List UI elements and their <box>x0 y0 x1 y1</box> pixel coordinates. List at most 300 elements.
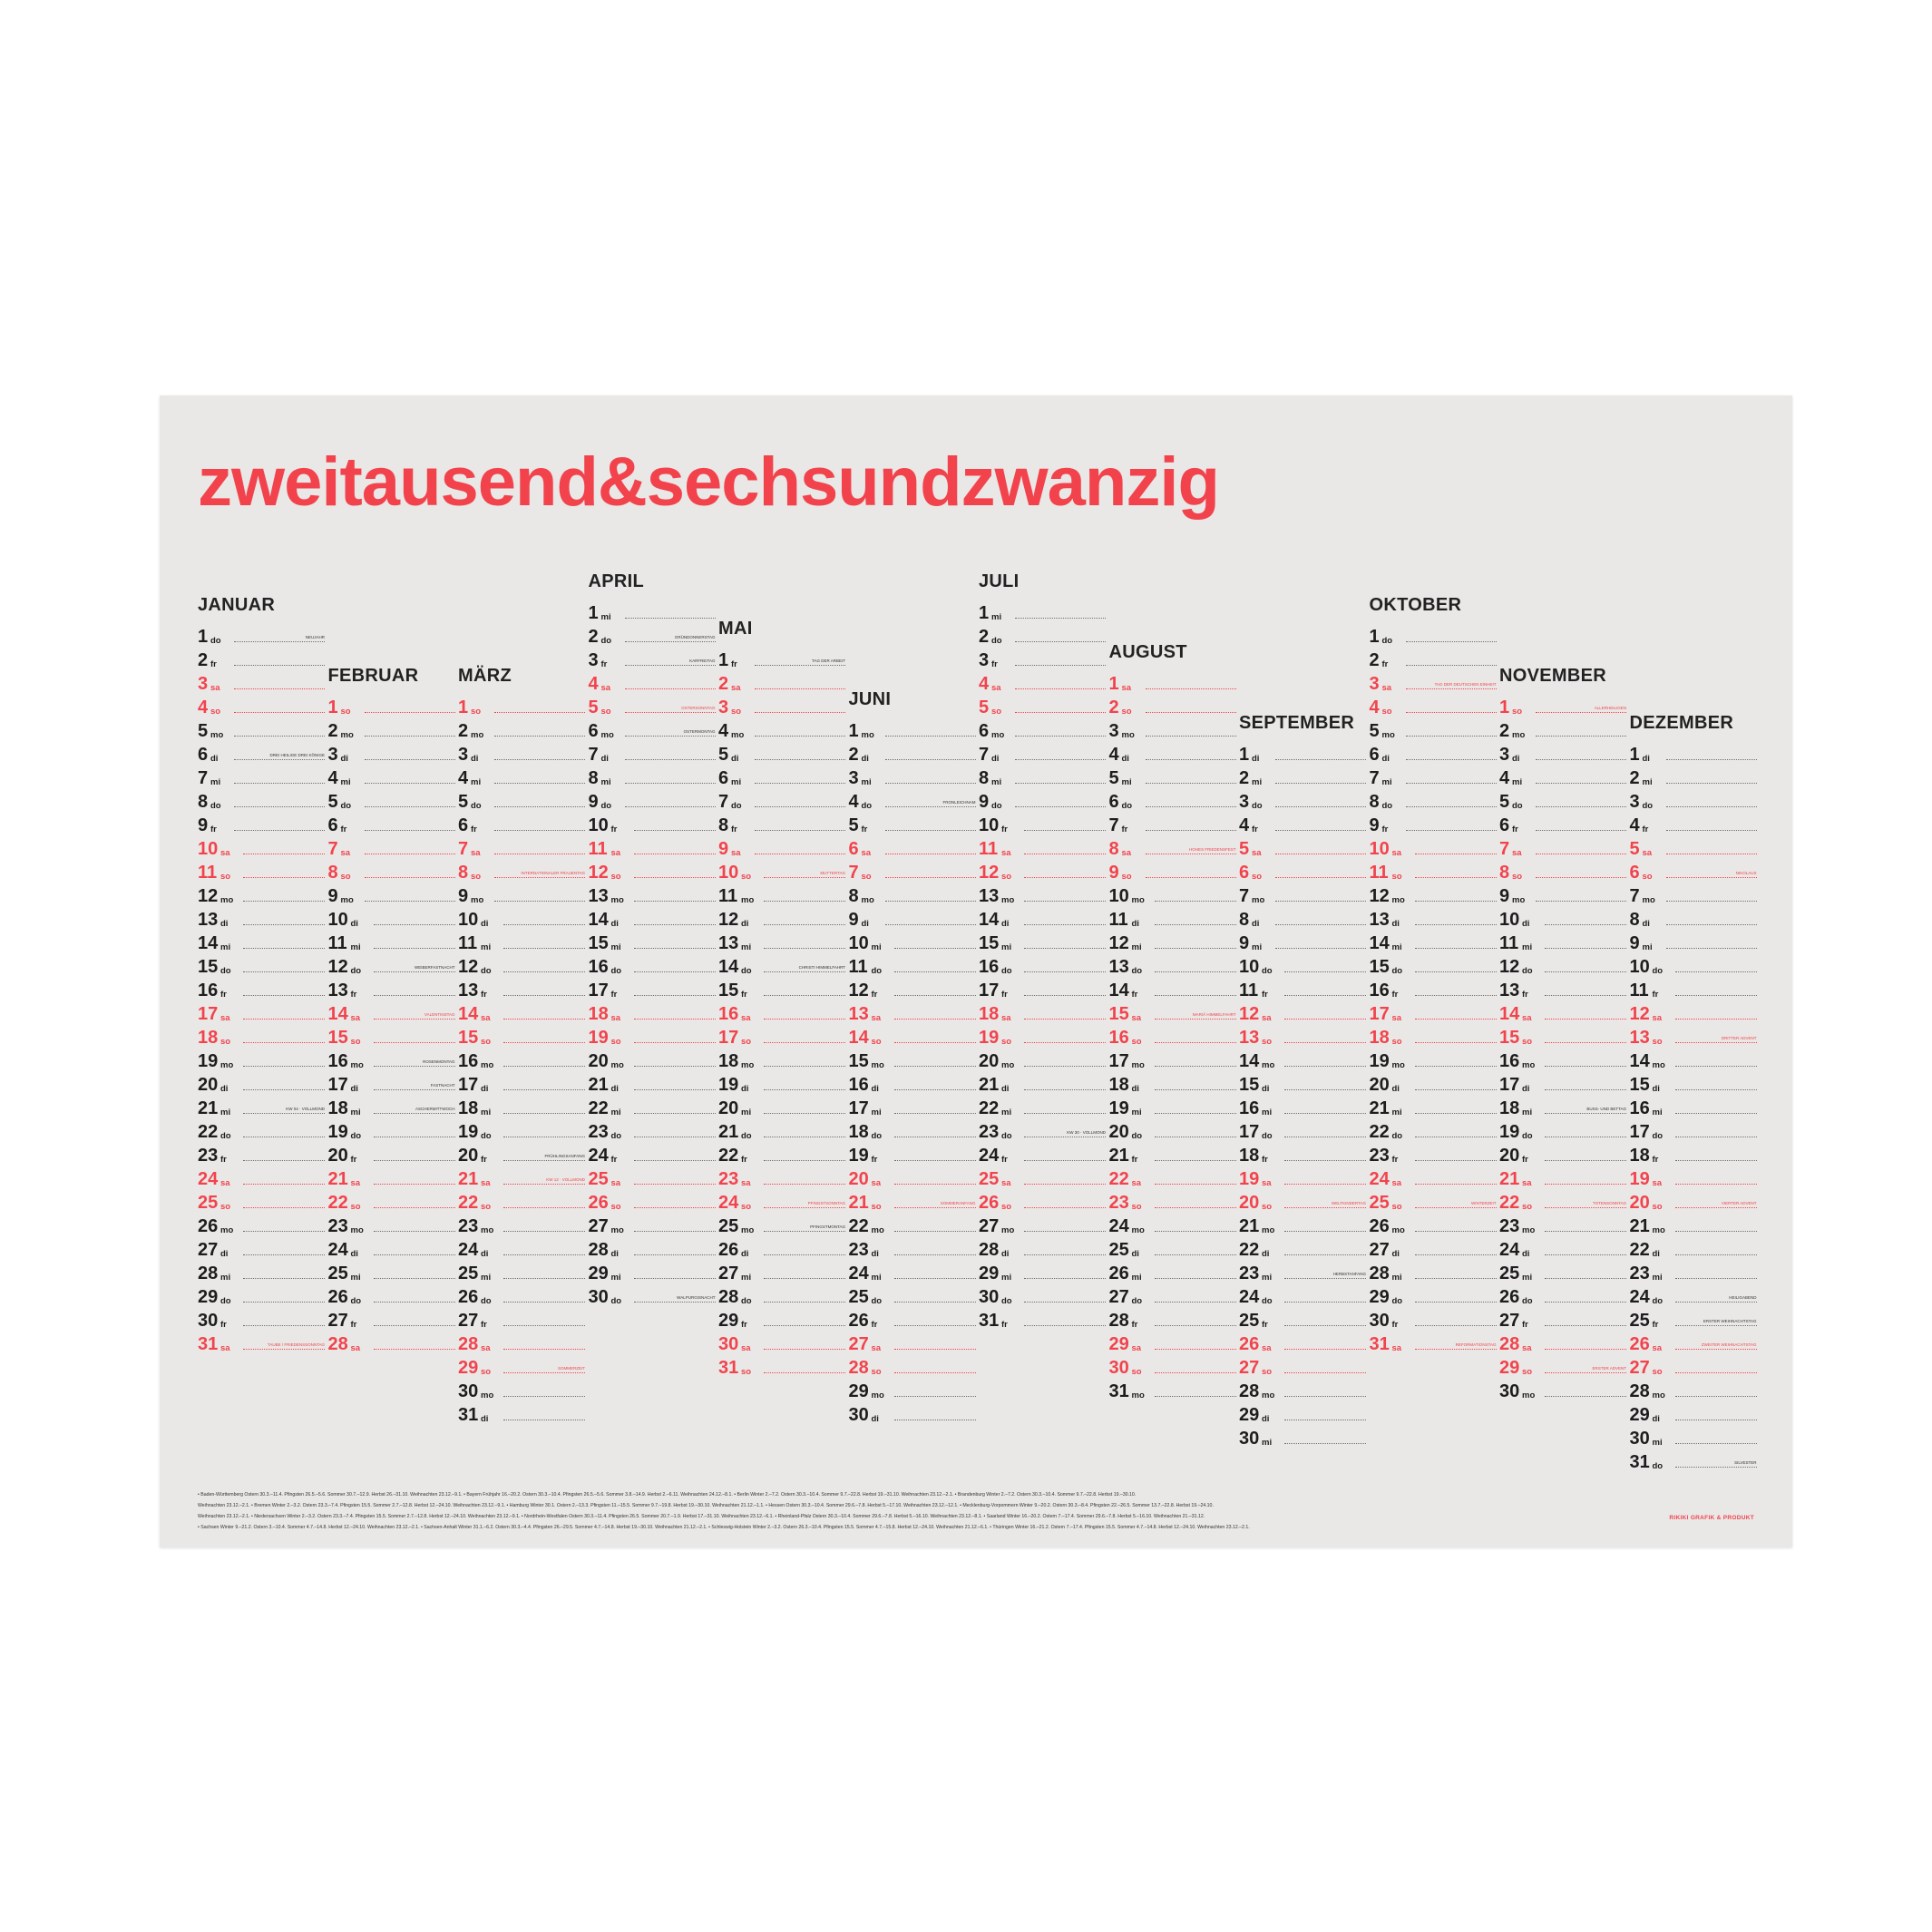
day-row <box>1499 1284 1626 1308</box>
writing-line <box>1155 1396 1236 1397</box>
day-row <box>1630 931 1757 954</box>
writing-line <box>243 1160 325 1161</box>
weekday-abbr: fr <box>991 659 998 669</box>
day-row <box>1370 836 1497 860</box>
day-number: 6 <box>979 721 990 741</box>
day-number: 12 <box>979 863 1000 883</box>
weekday-abbr: do <box>1391 1130 1403 1141</box>
writing-line <box>885 759 976 760</box>
day-number: 15 <box>198 957 219 977</box>
writing-line <box>503 1066 585 1067</box>
day-row <box>718 718 845 742</box>
weekday-abbr: mo <box>1131 1390 1145 1400</box>
day-number: 27 <box>1499 1311 1520 1331</box>
writing-line <box>243 1113 325 1114</box>
day-row <box>198 1332 325 1355</box>
weekday-abbr: di <box>1391 1248 1400 1259</box>
weekday-abbr: sa <box>1131 1177 1142 1188</box>
day-row <box>1239 789 1366 813</box>
day-row <box>328 1190 455 1214</box>
weekday-abbr: sa <box>610 847 621 858</box>
day-row <box>1630 907 1757 931</box>
day-number: 3 <box>198 674 209 694</box>
writing-line <box>764 1042 845 1043</box>
day-row <box>1239 954 1366 978</box>
weekday-abbr: mo <box>481 1225 494 1235</box>
day-number: 27 <box>1239 1358 1260 1378</box>
day-number: 14 <box>458 1004 479 1024</box>
holiday-label: WELTKINDERTAG <box>1331 1200 1366 1205</box>
weekday-abbr: so <box>1381 706 1392 717</box>
day-number: 21 <box>458 1169 479 1189</box>
day-row <box>1499 1379 1626 1402</box>
weekday-abbr: mi <box>1121 776 1132 787</box>
day-row <box>458 718 585 742</box>
day-row <box>1499 1049 1626 1072</box>
weekday-abbr: di <box>1262 1083 1270 1094</box>
weekday-abbr: mi <box>1642 776 1653 787</box>
weekday-abbr: di <box>741 1248 749 1259</box>
weekday-abbr: mo <box>1512 729 1526 740</box>
weekday-abbr: sa <box>1262 1012 1272 1023</box>
day-number: 7 <box>1499 839 1510 859</box>
weekday-abbr: so <box>471 871 482 882</box>
weekday-abbr: mi <box>481 1107 492 1117</box>
writing-line <box>1024 1160 1106 1161</box>
day-row <box>1109 907 1236 931</box>
writing-line <box>1146 877 1236 878</box>
day-row <box>458 1072 585 1096</box>
weekday-abbr: sa <box>741 1342 751 1353</box>
writing-line <box>1284 1278 1366 1279</box>
weekday-abbr: do <box>1522 1295 1533 1306</box>
day-number: 13 <box>588 886 609 906</box>
footer-line: • Baden-Württemberg Ostern 30.3.–11.4. Pfingsten 26.5.–5.6. Sommer 30.7.–12.9. Herbst 26.–31.10. Weihnachten 23.12.–9.1. • Bayern Frühjahr 16.–20.2. Ostern 30.3.–10.4. Pfingsten 26.5.–5.6. Sommer 3.8.–14.9. Herbst 2.–6.11. Weihnachten 24.12.–8.1. • Berlin Winter 2.–7.2. Ostern 30.3.–10.4. Sommer 9.7.–22.8. Herbst 19.–31.10. Weihnachten 23.12.–2.1. • Brandenburg Winter 2.–7.2. Ostern 30.3.–10.4. Sommer 9.7.–22.8. Herbst 19.–30.10. <box>198 1492 1137 1498</box>
day-row <box>589 813 716 836</box>
weekday-abbr: di <box>1652 1083 1660 1094</box>
day-row <box>198 1049 325 1072</box>
writing-line <box>1675 1231 1757 1232</box>
weekday-abbr: di <box>861 753 869 764</box>
weekday-abbr: mo <box>350 1225 364 1235</box>
writing-line <box>365 736 455 737</box>
writing-line <box>1155 971 1236 972</box>
writing-line <box>1146 806 1236 807</box>
day-row <box>198 1261 325 1284</box>
writing-line <box>1024 1184 1106 1185</box>
day-number: 20 <box>198 1075 219 1095</box>
weekday-abbr: sa <box>220 1177 230 1188</box>
day-number: 17 <box>588 981 609 1000</box>
day-number: 30 <box>1108 1358 1129 1378</box>
weekday-abbr: do <box>1652 1130 1664 1141</box>
day-number: 6 <box>588 721 599 741</box>
day-row <box>328 931 455 954</box>
weekday-abbr: so <box>481 1201 492 1212</box>
holiday-label: PFINGSTMONTAG <box>810 1224 845 1229</box>
day-number: 20 <box>588 1051 609 1071</box>
day-number: 18 <box>588 1004 609 1024</box>
weekday-abbr: mi <box>1001 1107 1012 1117</box>
day-row <box>979 624 1106 648</box>
weekday-abbr: sa <box>220 1012 230 1023</box>
writing-line <box>234 830 325 831</box>
day-row <box>849 1402 976 1426</box>
writing-line <box>1146 688 1236 689</box>
day-number: 9 <box>1239 933 1250 953</box>
day-row <box>1499 1025 1626 1049</box>
writing-line <box>634 1184 716 1185</box>
day-number: 5 <box>1239 839 1250 859</box>
day-row <box>1499 836 1626 860</box>
weekday-abbr: so <box>610 1036 621 1047</box>
day-number: 1 <box>1108 674 1119 694</box>
writing-line <box>634 1160 716 1161</box>
day-row <box>1370 624 1497 648</box>
day-number: 13 <box>718 933 739 953</box>
day-number: 27 <box>718 1264 739 1283</box>
writing-line <box>1545 995 1626 996</box>
day-number: 2 <box>588 627 599 647</box>
day-row <box>1109 1072 1236 1096</box>
day-row <box>718 1237 845 1261</box>
weekday-abbr: so <box>1121 706 1132 717</box>
day-row <box>1499 1072 1626 1096</box>
footer-line: Weihnachten 23.12.–2.1. • Niedersachsen Winter 2.–3.2. Ostern 23.3.–7.4. Pfingsten 15.5. Sommer 2.7.–12.8. Herbst 12.–24.10. Weihnachten 23.12.–9.1. • Nordrhein-Westfalen Ostern 30.3.–11.4. Pfingsten 26.5. Sommer 20.7.–1.9. Herbst 17.–31.10. Weihnachten 23.12.–6.1. • Rheinland-Pfalz Ostern 30.3.–10.4. Sommer 29.6.–7.8. Herbst 5.–16.10. Weihnachten 23.12.–8.1. • Saarland Winter 16.–20.2. Ostern 7.–17.4. Sommer 29.6.–7.8. Herbst 5.–16.10. Weihnachten 21.–31.12. <box>198 1514 1205 1519</box>
weekday-abbr: di <box>220 918 229 929</box>
weekday-abbr: so <box>1522 1201 1533 1212</box>
day-number: 7 <box>458 839 469 859</box>
writing-line <box>1024 1019 1106 1020</box>
holiday-label: BUSS- UND BETTAG <box>1586 1106 1626 1111</box>
writing-line <box>1146 759 1236 760</box>
day-number: 25 <box>1239 1311 1260 1331</box>
day-number: 30 <box>1239 1429 1260 1449</box>
weekday-abbr: sa <box>220 1342 230 1353</box>
weekday-abbr: fr <box>1652 989 1659 1000</box>
day-number: 6 <box>1499 815 1510 835</box>
holiday-label: INTERNATIONALER FRAUENTAG <box>521 870 585 875</box>
writing-line <box>1545 1325 1626 1326</box>
day-row <box>979 1119 1106 1143</box>
day-number: 8 <box>1108 839 1119 859</box>
weekday-abbr: do <box>220 1130 231 1141</box>
day-row <box>1239 978 1366 1001</box>
writing-line <box>1015 712 1106 713</box>
day-number: 28 <box>588 1240 609 1260</box>
weekday-abbr: mi <box>1642 942 1653 952</box>
writing-line <box>1545 1349 1626 1350</box>
weekday-abbr: do <box>610 965 622 976</box>
writing-line <box>1415 1325 1497 1326</box>
weekday-abbr: do <box>1001 1130 1012 1141</box>
day-number: 2 <box>1369 650 1380 670</box>
weekday-abbr: mo <box>610 894 624 905</box>
weekday-abbr: sa <box>1121 682 1132 693</box>
day-row <box>458 1143 585 1166</box>
weekday-abbr: mi <box>471 776 482 787</box>
day-row <box>589 931 716 954</box>
day-row <box>198 766 325 789</box>
day-row <box>589 954 716 978</box>
writing-line <box>755 759 845 760</box>
day-number: 22 <box>1108 1169 1129 1189</box>
writing-line <box>634 971 716 972</box>
day-number: 1 <box>1239 745 1250 765</box>
day-number: 15 <box>1629 1075 1650 1095</box>
day-number: 28 <box>1629 1381 1650 1401</box>
weekday-abbr: fr <box>471 824 477 834</box>
weekday-abbr: di <box>1652 1413 1660 1424</box>
day-row <box>1109 1308 1236 1332</box>
writing-line <box>234 712 325 713</box>
day-number: 4 <box>1239 815 1250 835</box>
day-number: 6 <box>718 768 729 788</box>
holiday-label: DRITTER ADVENT <box>1721 1035 1757 1040</box>
writing-line <box>755 830 845 831</box>
day-row <box>979 695 1106 718</box>
writing-line <box>894 948 976 949</box>
writing-line <box>1406 759 1497 760</box>
day-row <box>1370 1143 1497 1166</box>
month-name: FEBRUAR <box>327 666 419 686</box>
day-row <box>1239 1096 1366 1119</box>
day-row <box>589 695 716 718</box>
writing-line <box>1155 1372 1236 1373</box>
weekday-abbr: di <box>481 918 489 929</box>
weekday-abbr: mo <box>610 1225 624 1235</box>
day-row <box>589 860 716 883</box>
writing-line <box>365 806 455 807</box>
day-number: 21 <box>588 1075 609 1095</box>
writing-line <box>755 783 845 784</box>
writing-line <box>764 1066 845 1067</box>
weekday-abbr: mo <box>471 729 484 740</box>
weekday-abbr: mo <box>1121 729 1135 740</box>
day-row <box>1499 1214 1626 1237</box>
weekday-abbr: so <box>350 1201 361 1212</box>
writing-line <box>503 1254 585 1255</box>
holiday-label: TOTENSONNTAG <box>1592 1200 1626 1205</box>
writing-line <box>894 1042 976 1043</box>
day-number: 17 <box>848 1098 869 1118</box>
day-row <box>328 1119 455 1143</box>
weekday-abbr: do <box>1652 965 1664 976</box>
day-number: 10 <box>1499 910 1520 930</box>
day-row <box>1109 1284 1236 1308</box>
weekday-abbr: so <box>340 871 351 882</box>
day-number: 11 <box>1369 863 1389 883</box>
day-row <box>979 1261 1106 1284</box>
day-row <box>718 860 845 883</box>
day-number: 4 <box>327 768 338 788</box>
day-number: 11 <box>1108 910 1128 930</box>
day-number: 22 <box>1499 1193 1520 1213</box>
weekday-abbr: mo <box>1391 1225 1405 1235</box>
holiday-label: ERSTER WEIHNACHTSTAG <box>1703 1318 1757 1323</box>
day-row <box>198 883 325 907</box>
day-row <box>849 836 976 860</box>
day-number: 23 <box>198 1146 219 1166</box>
writing-line <box>365 783 455 784</box>
day-number: 8 <box>1499 863 1510 883</box>
day-number: 28 <box>327 1334 348 1354</box>
day-number: 8 <box>458 863 469 883</box>
writing-line <box>1415 1231 1497 1232</box>
day-number: 24 <box>327 1240 348 1260</box>
weekday-abbr: do <box>210 635 221 646</box>
weekday-abbr: do <box>610 1130 622 1141</box>
day-row <box>718 978 845 1001</box>
weekday-abbr: do <box>741 1130 752 1141</box>
day-row <box>589 648 716 671</box>
weekday-abbr: do <box>210 800 221 811</box>
writing-line <box>634 830 716 831</box>
writing-line <box>1545 924 1626 925</box>
day-row <box>849 1025 976 1049</box>
day-row <box>1109 836 1236 860</box>
weekday-abbr: di <box>1001 1248 1010 1259</box>
writing-line <box>755 688 845 689</box>
holiday-label: HOHES FRIEDENSFEST <box>1188 846 1236 852</box>
writing-line <box>1015 665 1106 666</box>
month-name: AUGUST <box>1108 642 1187 662</box>
day-row <box>1239 860 1366 883</box>
day-row <box>458 1237 585 1261</box>
writing-line <box>1536 712 1626 713</box>
day-row <box>589 766 716 789</box>
weekday-abbr: mi <box>1252 776 1263 787</box>
weekday-abbr: so <box>340 706 351 717</box>
writing-line <box>885 806 976 807</box>
writing-line <box>374 1160 455 1161</box>
writing-line <box>503 948 585 949</box>
day-row <box>1239 1379 1366 1402</box>
writing-line <box>1415 1160 1497 1161</box>
weekday-abbr: sa <box>741 1177 751 1188</box>
weekday-abbr: fr <box>350 1154 357 1165</box>
day-number: 23 <box>1629 1264 1650 1283</box>
day-row <box>849 1308 976 1332</box>
day-number: 10 <box>458 910 479 930</box>
day-number: 12 <box>848 981 869 1000</box>
weekday-abbr: sa <box>350 1342 361 1353</box>
day-row <box>1499 1308 1626 1332</box>
day-row <box>979 1166 1106 1190</box>
day-number: 15 <box>458 1028 479 1048</box>
weekday-abbr: so <box>1522 1036 1533 1047</box>
day-number: 18 <box>848 1122 869 1142</box>
writing-line <box>634 1278 716 1279</box>
weekday-abbr: so <box>481 1036 492 1047</box>
day-row <box>1630 1001 1757 1025</box>
day-row <box>849 1355 976 1379</box>
weekday-abbr: sa <box>1131 1342 1142 1353</box>
writing-line <box>764 877 845 878</box>
day-number: 14 <box>848 1028 869 1048</box>
day-number: 29 <box>1239 1405 1260 1425</box>
weekday-abbr: so <box>1652 1036 1663 1047</box>
weekday-abbr: sa <box>1652 1012 1663 1023</box>
writing-line <box>243 995 325 996</box>
writing-line <box>1536 759 1626 760</box>
day-row <box>849 883 976 907</box>
day-number: 20 <box>848 1169 869 1189</box>
day-row <box>849 978 976 1001</box>
day-row <box>1370 789 1497 813</box>
day-number: 14 <box>1629 1051 1650 1071</box>
weekday-abbr: di <box>350 918 358 929</box>
day-number: 18 <box>1499 1098 1520 1118</box>
day-row <box>1499 766 1626 789</box>
weekday-abbr: do <box>1262 1295 1273 1306</box>
day-row <box>1499 1355 1626 1379</box>
day-number: 21 <box>718 1122 739 1142</box>
day-number: 22 <box>1239 1240 1260 1260</box>
weekday-abbr: do <box>871 1130 883 1141</box>
weekday-abbr: so <box>1642 871 1653 882</box>
weekday-abbr: do <box>1652 1295 1664 1306</box>
weekday-abbr: do <box>471 800 482 811</box>
weekday-abbr: so <box>1131 1036 1142 1047</box>
weekday-abbr: fr <box>220 1319 227 1330</box>
writing-line <box>234 736 325 737</box>
day-row <box>718 1072 845 1096</box>
day-row <box>718 1332 845 1355</box>
day-number: 2 <box>327 721 338 741</box>
writing-line <box>374 924 455 925</box>
day-number: 24 <box>979 1146 1000 1166</box>
holiday-label: OSTERMONTAG <box>683 728 716 734</box>
day-number: 20 <box>458 1146 479 1166</box>
day-number: 18 <box>979 1004 1000 1024</box>
month-name: APRIL <box>588 571 644 591</box>
day-row <box>979 860 1106 883</box>
weekday-abbr: di <box>1262 1413 1270 1424</box>
day-number: 4 <box>198 698 209 717</box>
day-number: 5 <box>848 815 859 835</box>
weekday-abbr: so <box>991 706 1002 717</box>
day-row <box>1499 695 1626 718</box>
day-row <box>1109 1332 1236 1355</box>
writing-line <box>1415 1207 1497 1208</box>
writing-line <box>1675 1278 1757 1279</box>
holiday-label: ALLERHEILIGEN <box>1594 705 1626 710</box>
day-number: 9 <box>718 839 729 859</box>
day-row <box>849 1119 976 1143</box>
day-number: 2 <box>848 745 859 765</box>
weekday-abbr: mi <box>1652 1272 1663 1283</box>
day-number: 29 <box>458 1358 479 1378</box>
day-number: 1 <box>1499 698 1510 717</box>
weekday-abbr: fr <box>1522 1154 1528 1165</box>
weekday-abbr: so <box>861 871 872 882</box>
day-row <box>1499 1166 1626 1190</box>
day-number: 13 <box>198 910 219 930</box>
day-number: 22 <box>1629 1240 1650 1260</box>
day-number: 27 <box>458 1311 479 1331</box>
day-number: 12 <box>718 910 739 930</box>
day-row <box>1109 766 1236 789</box>
writing-line <box>1415 995 1497 996</box>
day-row <box>458 789 585 813</box>
day-row <box>718 648 845 671</box>
weekday-abbr: do <box>481 965 492 976</box>
day-row <box>718 1355 845 1379</box>
weekday-abbr: fr <box>871 989 878 1000</box>
weekday-abbr: mi <box>1131 942 1142 952</box>
writing-line <box>1545 1019 1626 1020</box>
